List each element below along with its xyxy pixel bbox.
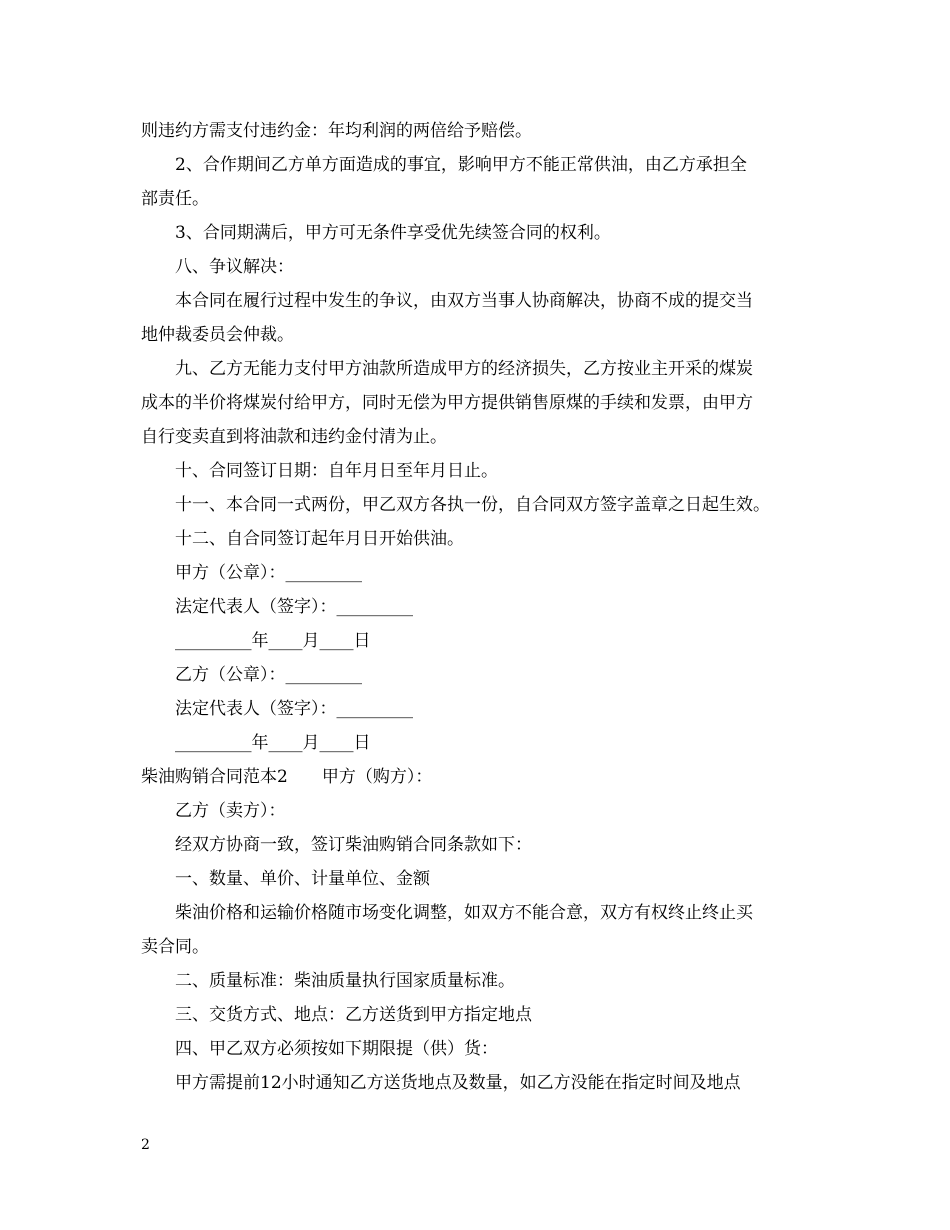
signature-party-b-representative: 法定代表人（签字）：_________ — [175, 699, 413, 719]
text-line: 3、合同期满后，甲方可无条件享受优先续签合同的权利。 — [175, 223, 611, 243]
text-line: 则违约方需支付违约金：年均利润的两倍给予赔偿。 — [141, 121, 532, 141]
page-number: 2 — [141, 1137, 150, 1153]
text-line: 十、合同签订日期：自年月日至年月日止。 — [175, 461, 498, 481]
text-line: 部责任。 — [141, 189, 209, 209]
signature-party-a-representative: 法定代表人（签字）：_________ — [175, 597, 413, 617]
text-line: 柴油价格和运输价格随市场变化调整，如双方不能合意，双方有权终止终止买 — [175, 903, 753, 923]
text-line: 十一、本合同一式两份，甲乙双方各执一份，自合同双方签字盖章之日起生效。 — [175, 495, 770, 515]
section-heading: 八、争议解决： — [175, 257, 294, 277]
section-heading: 四、甲乙双方必须按如下期限提（供）货： — [175, 1039, 498, 1059]
signature-party-b-seal: 乙方（公章）：_________ — [175, 665, 362, 685]
signature-party-a-seal: 甲方（公章）：_________ — [175, 563, 362, 583]
text-line: 九、乙方无能力支付甲方油款所造成甲方的经济损失，乙方按业主开采的煤炭 — [175, 359, 753, 379]
section-heading: 二、质量标准：柴油质量执行国家质量标准。 — [175, 971, 515, 991]
document-body — [141, 114, 821, 1100]
contract-title-line: 柴油购销合同范本2 甲方（购方）： — [141, 767, 433, 787]
section-heading: 一、数量、单价、计量单位、金额 — [175, 869, 430, 889]
text-line: 2、合作期间乙方单方面造成的事宜，影响甲方不能正常供油，由乙方承担全 — [175, 155, 747, 175]
text-line: 自行变卖直到将油款和违约金付清为止。 — [141, 427, 447, 447]
signature-party-a-date: _________年____月____日 — [175, 631, 371, 651]
text-line: 成本的半价将煤炭付给甲方，同时无偿为甲方提供销售原煤的手续和发票，由甲方 — [141, 393, 753, 413]
signature-party-b-date: _________年____月____日 — [175, 733, 371, 753]
text-line: 十二、自合同签订起年月日开始供油。 — [175, 529, 464, 549]
text-line: 本合同在履行过程中发生的争议，由双方当事人协商解决，协商不成的提交当 — [175, 291, 753, 311]
section-heading: 三、交货方式、地点：乙方送货到甲方指定地点 — [175, 1005, 532, 1025]
text-line: 地仲裁委员会仲裁。 — [141, 325, 294, 345]
text-line: 经双方协商一致，签订柴油购销合同条款如下： — [175, 835, 532, 855]
text-line: 甲方需提前12小时通知乙方送货地点及数量，如乙方没能在指定时间及地点 — [175, 1073, 741, 1093]
text-line: 卖合同。 — [141, 937, 209, 957]
text-line: 乙方（卖方）： — [175, 801, 286, 821]
